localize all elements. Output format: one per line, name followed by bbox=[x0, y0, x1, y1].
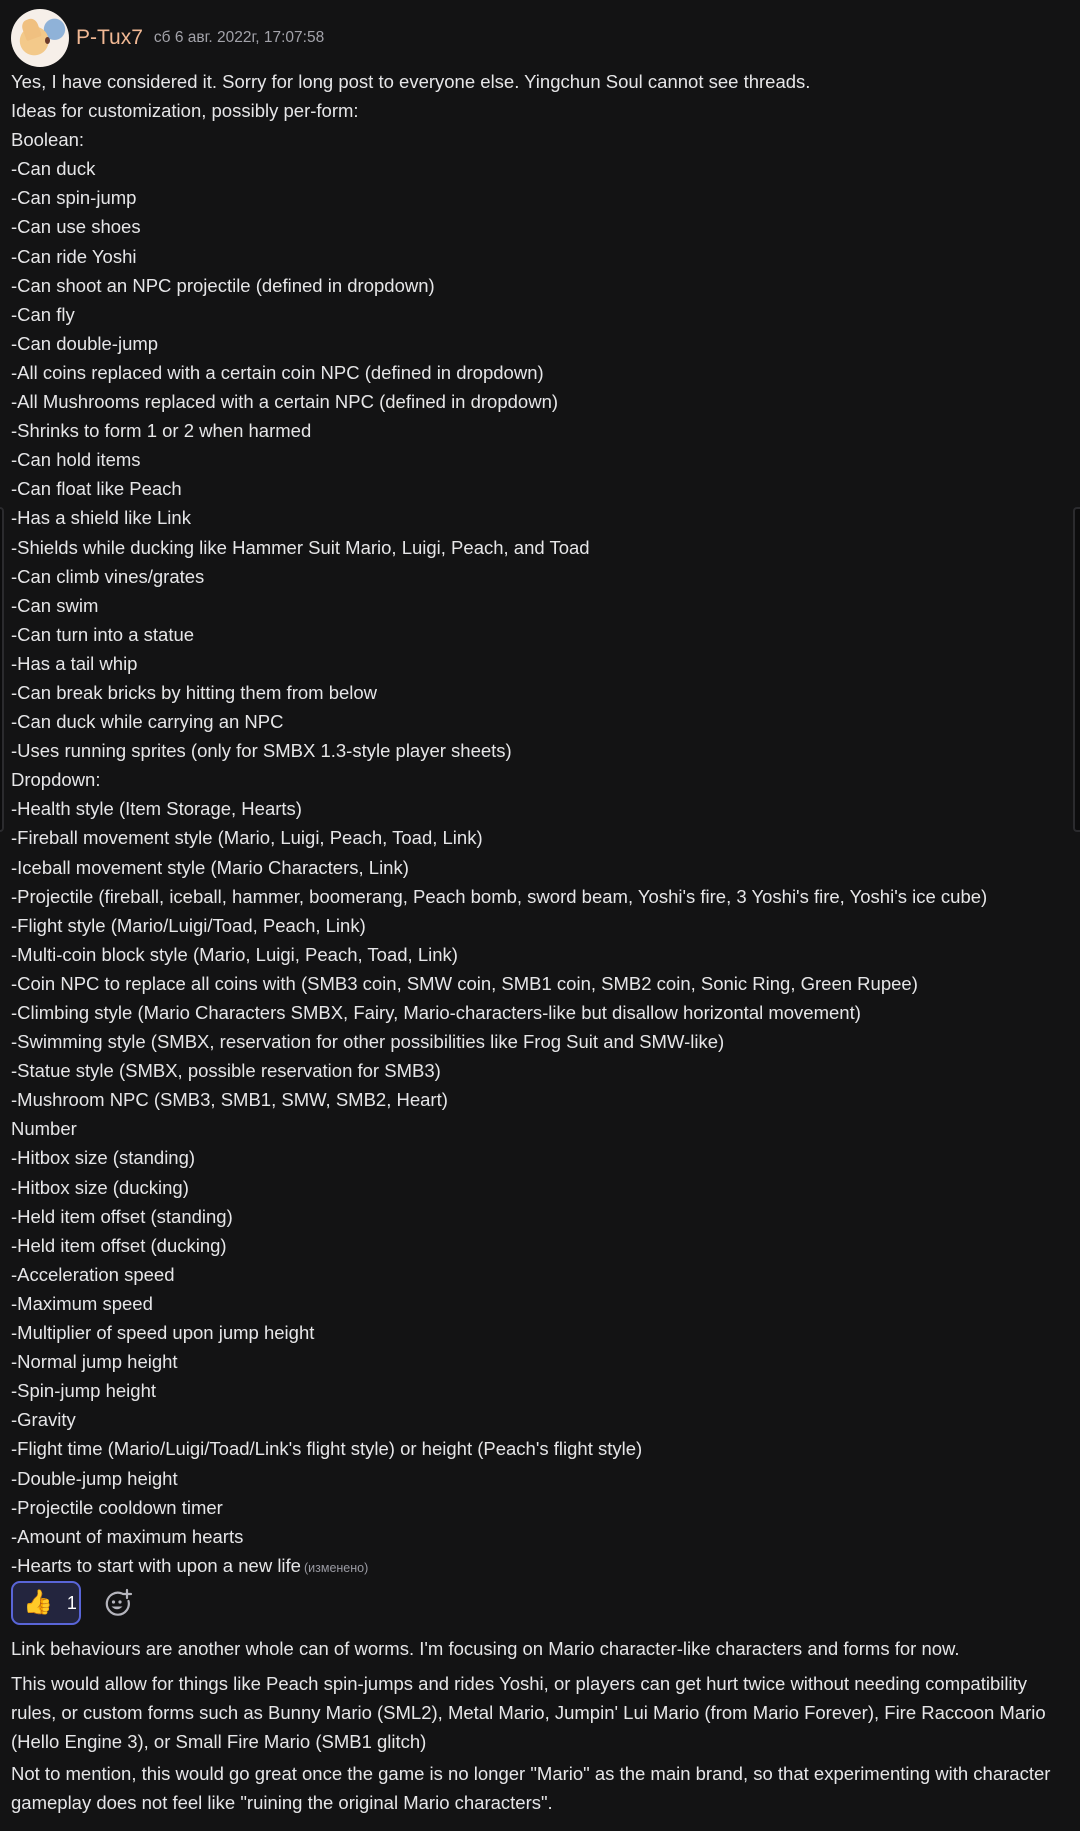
message-line bbox=[11, 649, 1070, 678]
followup-messages bbox=[11, 1634, 1070, 1818]
message-line bbox=[11, 969, 1070, 998]
followup-message: This would allow for things like Peach spin-jumps and rides Yoshi, or players can get hurt twice without needing compatibility rules, or custom forms such as Bunny Mario (SML2), Metal Mario, Jumpin' Lui Mario (from Mario Forever), Fire Raccoon Mario (Hello Engine 3), or Small Fire Mario (SMB1 glitch) bbox=[11, 1673, 1046, 1753]
message-line-text: -Normal jump height bbox=[11, 1351, 178, 1373]
message-line bbox=[11, 620, 1070, 649]
message-line bbox=[11, 533, 1070, 562]
message-line-text: -Spin-jump height bbox=[11, 1380, 156, 1402]
message-line-text: -Can swim bbox=[11, 594, 99, 616]
message-line-text: -Projectile (fireball, iceball, hammer, boomerang, Peach bomb, sword beam, Yoshi's fire, 3 Yoshi's fire, Yoshi's ice cube) bbox=[11, 885, 988, 907]
message-line bbox=[11, 736, 1070, 765]
message-line-text: Boolean: bbox=[11, 129, 85, 151]
message-line bbox=[11, 416, 1070, 445]
message-line bbox=[11, 1522, 1070, 1551]
message-line-text: -Can float like Peach bbox=[11, 478, 182, 500]
message-line bbox=[11, 474, 1070, 503]
message-line-text: -Gravity bbox=[11, 1409, 76, 1431]
message-line bbox=[11, 503, 1070, 532]
message-line bbox=[11, 125, 1070, 154]
message-line bbox=[11, 882, 1070, 911]
add-reaction-icon bbox=[103, 1588, 133, 1618]
avatar[interactable] bbox=[11, 9, 69, 67]
message-line bbox=[11, 271, 1070, 300]
message-line-text: -Can break bricks by hitting them from below bbox=[11, 681, 378, 703]
message-line bbox=[11, 678, 1070, 707]
message-line-text: -Can fly bbox=[11, 303, 75, 325]
message-line bbox=[11, 853, 1070, 882]
message-line-text: -Can use shoes bbox=[11, 216, 141, 238]
followup-message: Not to mention, this would go great once the game is no longer "Mario" as the main brand, so that experimenting with character gameplay does not feel like "ruining the original Mario characters". bbox=[11, 1763, 1051, 1814]
message-line-text: -Acceleration speed bbox=[11, 1263, 175, 1285]
message-line bbox=[11, 591, 1070, 620]
message-line bbox=[11, 67, 1070, 96]
message-line-text: -Can spin-jump bbox=[11, 187, 137, 209]
message-line-text: -Hitbox size (ducking) bbox=[11, 1176, 189, 1198]
message-line-text: -Hitbox size (standing) bbox=[11, 1147, 196, 1169]
message-line bbox=[11, 998, 1070, 1027]
message-line bbox=[11, 183, 1070, 212]
message-line-text: -Multiplier of speed upon jump height bbox=[11, 1322, 315, 1344]
message-line bbox=[11, 1143, 1070, 1172]
message-line-text: -Iceball movement style (Mario Characters, Link) bbox=[11, 856, 409, 878]
reaction-thumbs-up[interactable] bbox=[11, 1581, 81, 1625]
message-line-text: Yes, I have considered it. Sorry for long post to everyone else. Yingchun Soul cannot see threads. bbox=[11, 71, 811, 92]
message-line bbox=[11, 1347, 1070, 1376]
reaction-count: 1 bbox=[66, 1592, 77, 1613]
message-line-text: -Can double-jump bbox=[11, 332, 159, 354]
message-line bbox=[11, 562, 1070, 591]
message-line-text: -Coin NPC to replace all coins with (SMB3 coin, SMW coin, SMB1 coin, SMB2 coin, Sonic Ring, Green Rupee) bbox=[11, 972, 918, 994]
message-line bbox=[11, 1085, 1070, 1114]
message-line bbox=[11, 445, 1070, 474]
message-line bbox=[11, 358, 1070, 387]
message-line-text: -Has a tail whip bbox=[11, 652, 138, 674]
message-line bbox=[11, 1376, 1070, 1405]
message-line-text: -Statue style (SMBX, possible reservation for SMB3) bbox=[11, 1060, 441, 1082]
message-line bbox=[11, 387, 1070, 416]
message-line bbox=[11, 765, 1070, 794]
message-line-text: -Has a shield like Link bbox=[11, 507, 191, 529]
message-line-text: -Mushroom NPC (SMB3, SMB1, SMW, SMB2, Heart) bbox=[11, 1089, 448, 1111]
author-name[interactable]: P-Tux7 bbox=[76, 26, 143, 49]
message-line bbox=[11, 794, 1070, 823]
message-line bbox=[11, 1289, 1070, 1318]
scroll-edge-right bbox=[1073, 507, 1080, 832]
message-line-text: -Shields while ducking like Hammer Suit Mario, Luigi, Peach, and Toad bbox=[11, 536, 590, 558]
scroll-edge-left bbox=[0, 507, 4, 832]
message-line-text: -Can turn into a statue bbox=[11, 623, 195, 645]
message-line bbox=[11, 1318, 1070, 1347]
message-line bbox=[11, 1493, 1070, 1522]
message-line bbox=[11, 1173, 1070, 1202]
message-line bbox=[11, 911, 1070, 940]
message-line-text: -Double-jump height bbox=[11, 1467, 178, 1489]
message-line-text: -Hearts to start with upon a new life bbox=[11, 1554, 301, 1576]
message-line-text: -Held item offset (standing) bbox=[11, 1205, 233, 1227]
message-line bbox=[11, 1056, 1070, 1085]
reaction-bar bbox=[11, 1581, 133, 1625]
message-line bbox=[11, 242, 1070, 271]
message-line bbox=[11, 1434, 1070, 1463]
message-line bbox=[11, 1551, 1070, 1583]
add-reaction-button[interactable] bbox=[103, 1588, 133, 1618]
message-line bbox=[11, 940, 1070, 969]
message-line bbox=[11, 1027, 1070, 1056]
message-line-text: -Flight style (Mario/Luigi/Toad, Peach, Link) bbox=[11, 914, 366, 936]
edited-label: (изменено) bbox=[303, 1560, 369, 1575]
message-header bbox=[11, 9, 324, 67]
message-line bbox=[11, 1260, 1070, 1289]
message-line-text: -Multi-coin block style (Mario, Luigi, Peach, Toad, Link) bbox=[11, 943, 458, 965]
message-line-text: -Shrinks to form 1 or 2 when harmed bbox=[11, 420, 312, 442]
message-line-text: -All coins replaced with a certain coin NPC (defined in dropdown) bbox=[11, 361, 544, 383]
message-line bbox=[11, 329, 1070, 358]
message-line bbox=[11, 300, 1070, 329]
message-line-text: -Can hold items bbox=[11, 449, 141, 471]
message-line-text: -Fireball movement style (Mario, Luigi, Peach, Toad, Link) bbox=[11, 827, 483, 849]
message-line bbox=[11, 212, 1070, 241]
message-line-text: -Climbing style (Mario Characters SMBX, Fairy, Mario-characters-like but disallow horizontal movement) bbox=[11, 1002, 861, 1023]
message-line bbox=[11, 1231, 1070, 1260]
message-line-text: Dropdown: bbox=[11, 769, 101, 791]
message-line-text: -All Mushrooms replaced with a certain NPC (defined in dropdown) bbox=[11, 391, 559, 413]
message-line bbox=[11, 1202, 1070, 1231]
message-timestamp: сб 6 авг. 2022г, 17:07:58 bbox=[153, 29, 325, 46]
message-line-text: -Swimming style (SMBX, reservation for other possibilities like Frog Suit and SMW-like) bbox=[11, 1031, 725, 1053]
message-line-text: -Held item offset (ducking) bbox=[11, 1234, 227, 1256]
message-line-text: -Flight time (Mario/Luigi/Toad/Link's flight style) or height (Peach's flight style) bbox=[11, 1438, 643, 1460]
message-line-text: -Can climb vines/grates bbox=[11, 565, 205, 587]
message-line bbox=[11, 823, 1070, 852]
message-line-text: Number bbox=[11, 1118, 77, 1140]
message-line-text: -Uses running sprites (only for SMBX 1.3-style player sheets) bbox=[11, 740, 512, 762]
message-line-text: Ideas for customization, possibly per-form: bbox=[11, 100, 359, 122]
thumbs-up-icon: 👍 bbox=[23, 1589, 53, 1616]
message-line bbox=[11, 1114, 1070, 1143]
message-line-text: -Projectile cooldown timer bbox=[11, 1496, 223, 1518]
message-line-text: -Amount of maximum hearts bbox=[11, 1525, 244, 1547]
message-line-text: -Health style (Item Storage, Hearts) bbox=[11, 798, 302, 820]
message-line-text: -Can ride Yoshi bbox=[11, 245, 137, 267]
message-line-text: -Can shoot an NPC projectile (defined in dropdown) bbox=[11, 274, 435, 296]
followup-message: Link behaviours are another whole can of worms. I'm focusing on Mario character-like characters and forms for now. bbox=[11, 1638, 960, 1659]
message-line bbox=[11, 1405, 1070, 1434]
message-line bbox=[11, 96, 1070, 125]
message-line bbox=[11, 707, 1070, 736]
message-line-text: -Maximum speed bbox=[11, 1292, 153, 1314]
message-content bbox=[11, 67, 1070, 1583]
message-line bbox=[11, 154, 1070, 183]
message-line-text: -Can duck while carrying an NPC bbox=[11, 711, 284, 733]
message-line-text: -Can duck bbox=[11, 158, 96, 180]
message-line bbox=[11, 1464, 1070, 1493]
